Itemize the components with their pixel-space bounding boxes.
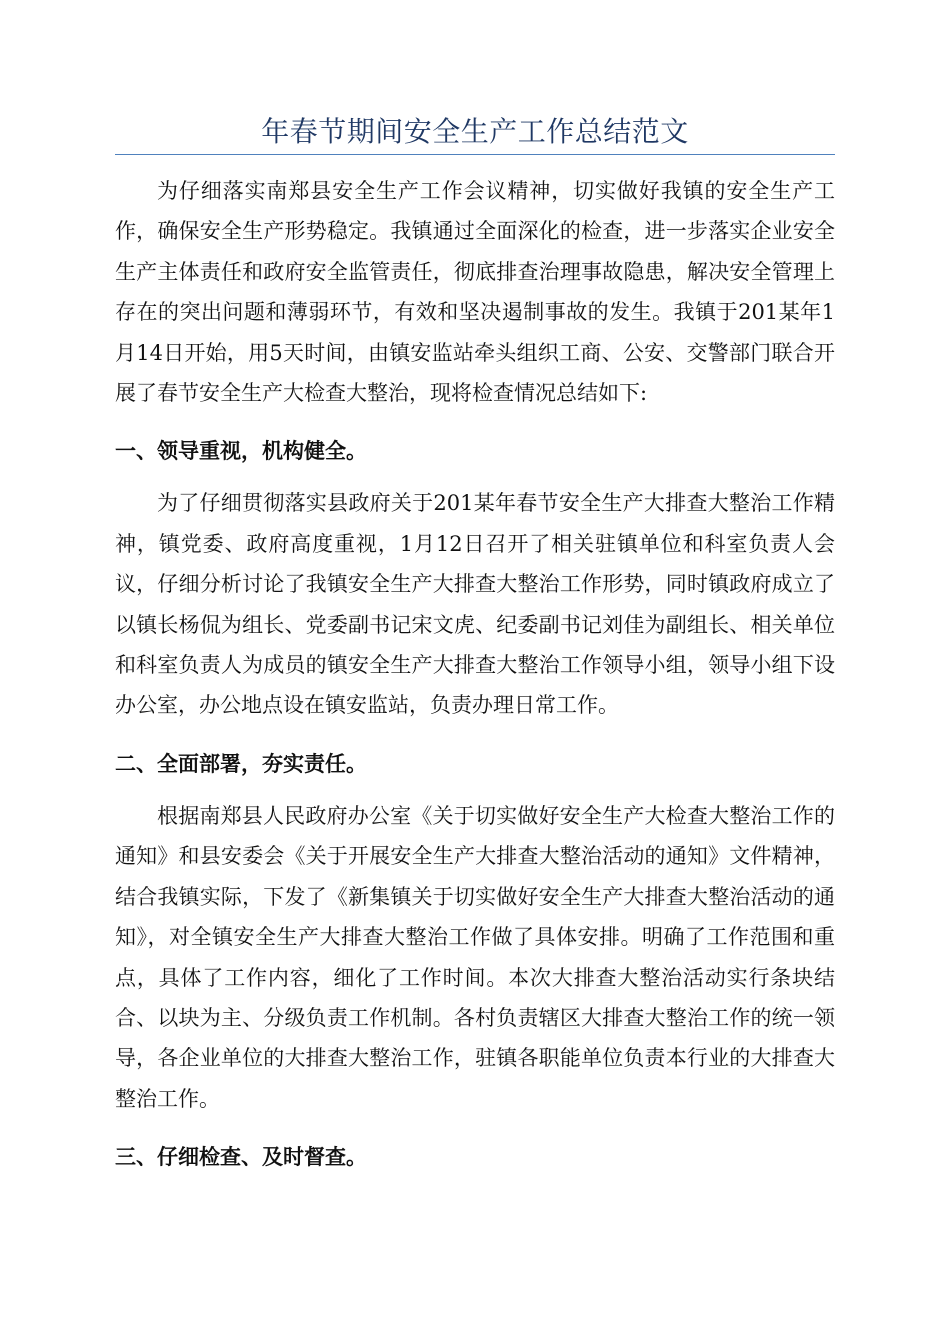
document-title: 年春节期间安全生产工作总结范文 (261, 115, 689, 148)
section-heading-2: 二、全面部署，夯实责任。 (115, 751, 367, 776)
paragraph-intro: 为仔细落实南郑县安全生产工作会议精神，切实做好我镇的安全生产工作，确保安全生产形势稳定。我镇通过全面深化的检查，进一步落实企业安全生产主体责任和政府安全监管责任，彻底排查治理事故隐患，解决安全管理上存在的突出问题和薄弱环节，有效和坚决遏制事故的发生。我镇于201某年1月14日开始，用5天时间，由镇安监站牵头组织工商、公安、交警部门联合开展了春节安全生产大检查大整治，现将检查情况总结如下: (115, 179, 835, 406)
document-body (115, 171, 835, 1189)
paragraph-section-2: 根据南郑县人民政府办公室《关于切实做好安全生产大检查大整治工作的通知》和县安委会《关于开展安全生产大排查大整治活动的通知》文件精神，结合我镇实际，下发了《新集镇关于切实做好安全生产大排查大整治活动的通知》，对全镇安全生产大排查大整治工作做了具体安排。明确了工作范围和重点，具体了工作内容，细化了工作时间。本次大排查大整治活动实行条块结合、以块为主、分级负责工作机制。各村负责辖区大排查大整治工作的统一领导，各企业单位的大排查大整治工作，驻镇各职能单位负责本行业的大排查大整治工作。 (115, 803, 835, 1111)
title-underline (115, 154, 835, 155)
section-heading-3: 三、仔细检查、及时督查。 (115, 1145, 367, 1170)
paragraph-section-1: 为了仔细贯彻落实县政府关于201某年春节安全生产大排查大整治工作精神，镇党委、政府高度重视，1月12日召开了相关驻镇单位和科室负责人会议，仔细分析讨论了我镇安全生产大排查大整治工作形势，同时镇政府成立了以镇长杨侃为组长、党委副书记宋文虎、纪委副书记刘佳为副组长、相关单位和科室负责人为成员的镇安全生产大排查大整治工作领导小组，领导小组下设办公室，办公地点设在镇安监站，负责办理日常工作。 (115, 491, 835, 718)
section-heading-1: 一、领导重视，机构健全。 (115, 439, 367, 464)
